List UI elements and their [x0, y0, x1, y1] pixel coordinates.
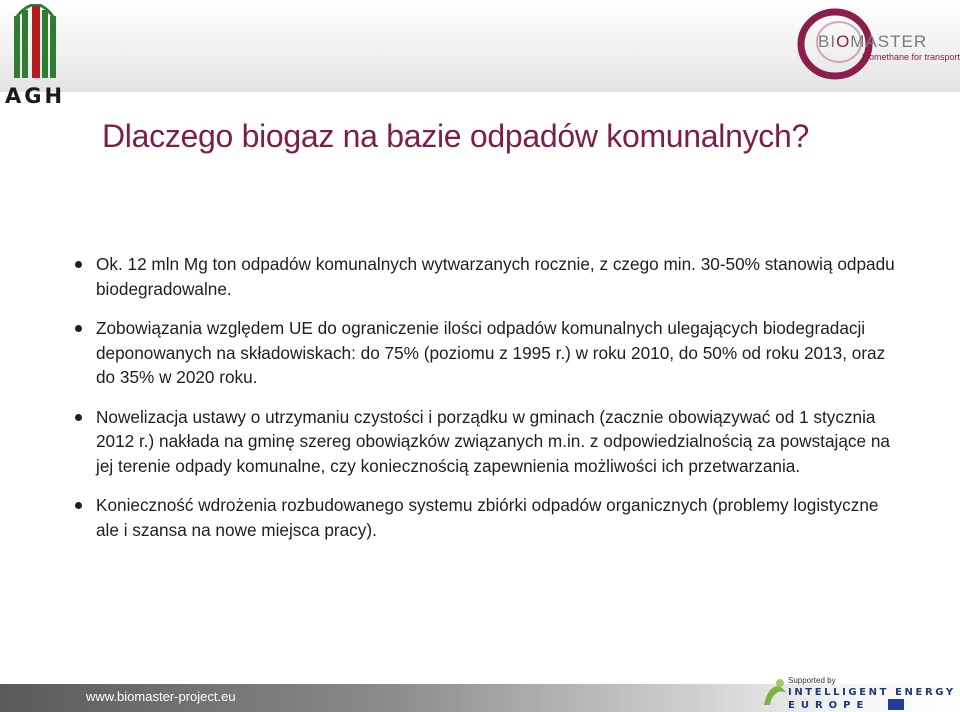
bullet-item: Ok. 12 mln Mg ton odpadów komunalnych wytwarzanych rocznie, z czego min. 30-50% stanowią odpadu biodegradowalne.: [96, 252, 901, 301]
bullet-item: Konieczność wdrożenia rozbudowanego systemu zbiórki odpadów organicznych (problemy logistyczne ale i szansa na nowe miejsca pracy).: [96, 493, 901, 542]
program-name-line2: EUROPE: [788, 700, 870, 711]
bullet-item: Nowelizacja ustawy o utrzymaniu czystości i porządku w gminach (zacznie obowiązywać od 1 stycznia 2012 r.) nakłada na gminę szereg obowiązków związanych m.in. z odpowiedzialnością za powstające na jej terenie odpady komunalne, czy koniecznością zapewnienia możliwości ich przetwarzania.: [96, 405, 901, 479]
biomaster-name-o: O: [836, 32, 851, 51]
eu-flag-icon: [888, 699, 904, 710]
biomaster-tagline: biomethane for transport: [862, 52, 960, 62]
biomaster-name-right: MASTER: [850, 32, 928, 51]
slide-title: Dlaczego biogaz na bazie odpadów komunalnych?: [102, 118, 809, 154]
footer-url[interactable]: www.biomaster-project.eu: [86, 689, 236, 704]
bullet-list: [96, 252, 901, 557]
biomaster-logo-name: [818, 32, 927, 52]
program-name-line1: INTELLIGENT ENERGY: [788, 687, 956, 698]
biomaster-name-left: BI: [818, 32, 837, 51]
bullet-item: Zobowiązania względem UE do ograniczenie ilości odpadów komunalnych ulegających biodegradacji deponowanych na składowiskach: do 75% (poziomu z 1995 r.) w roku 2010, do 50% od roku 2013, oraz do 35% w 2020 roku.: [96, 316, 901, 390]
supported-by-label: Supported by: [788, 676, 836, 685]
agh-logo-text: AGH: [4, 84, 66, 108]
